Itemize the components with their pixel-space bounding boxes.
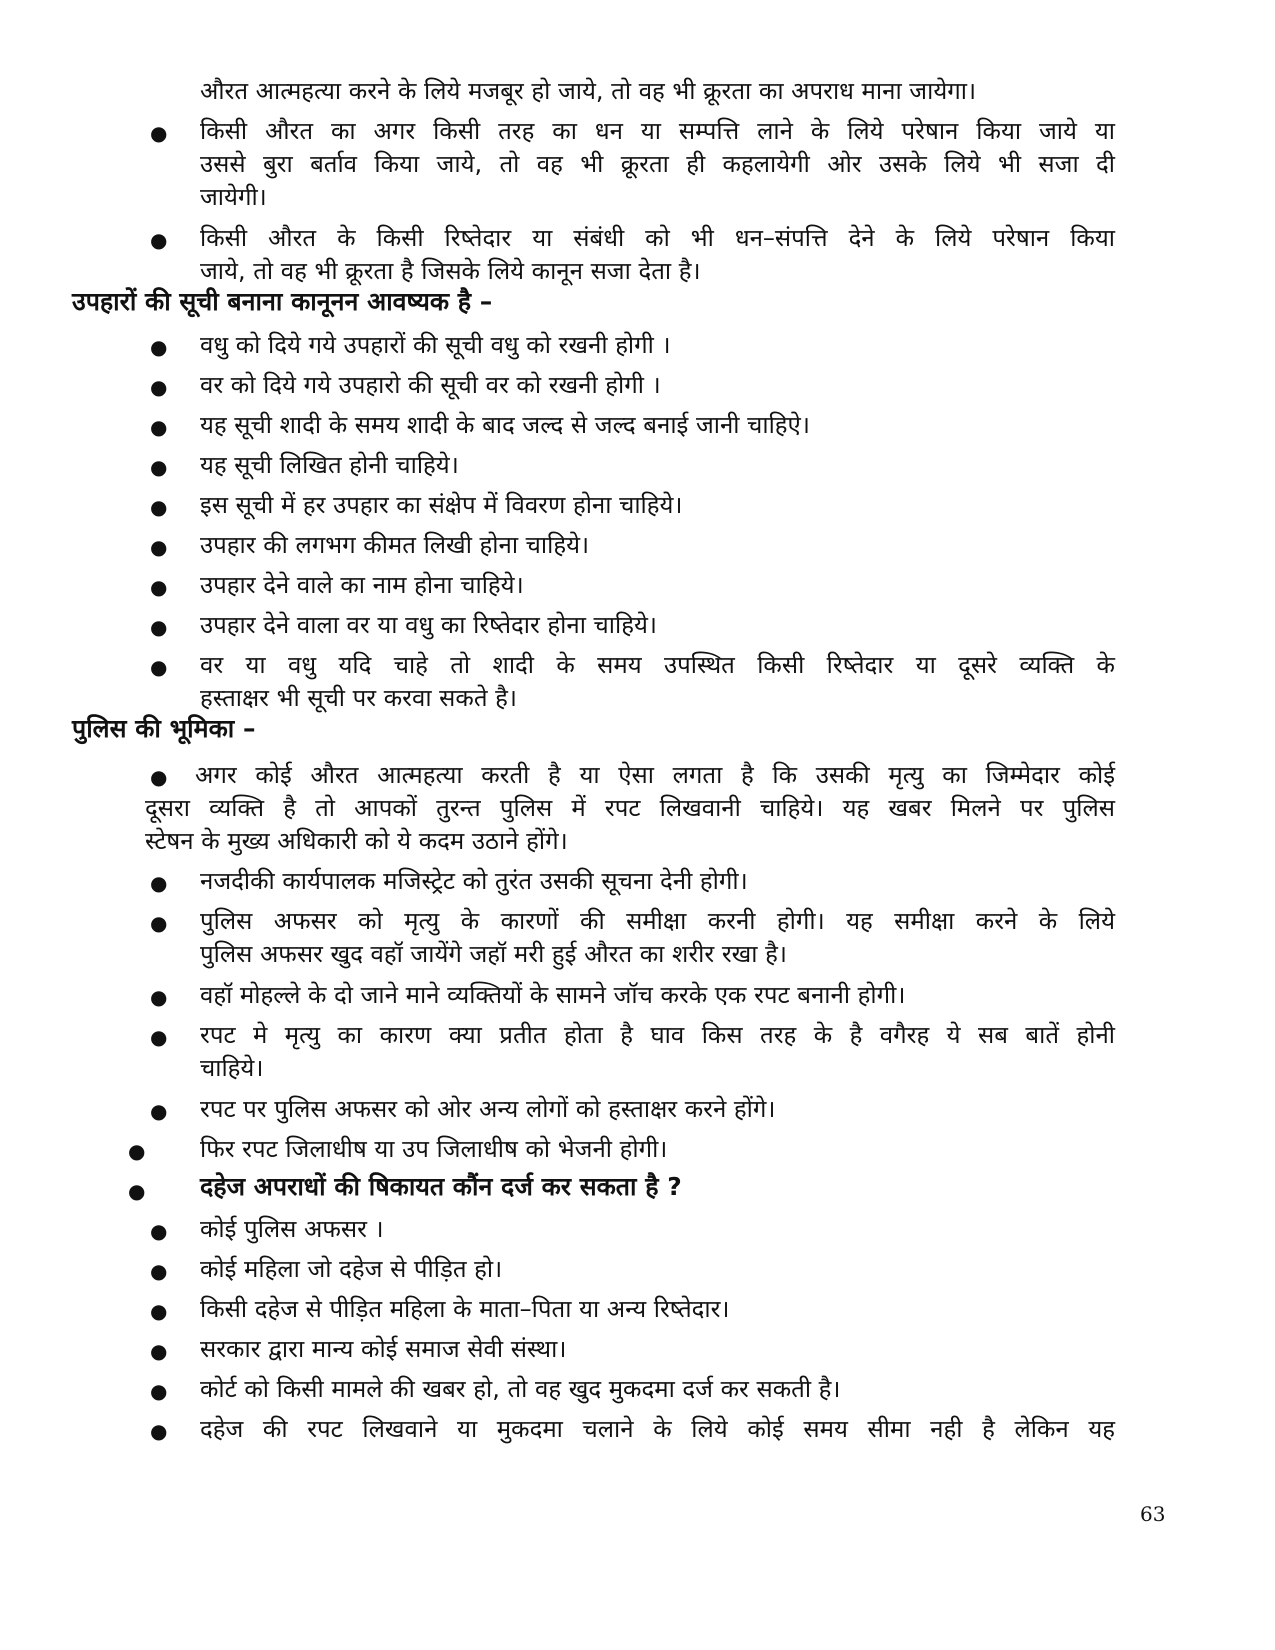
bullet: ● bbox=[150, 1299, 168, 1323]
gift-item-6: उपहार की लगभग कीमत लिखी होना चाहिये। bbox=[200, 531, 590, 559]
page-number: 63 bbox=[1140, 1502, 1166, 1526]
bullet: ● bbox=[150, 1025, 168, 1049]
complaint-item-6: दहेज की रपट लिखवाने या मुकदमा चलाने के लिये कोई समय सीमा नही है लेकिन यह bbox=[200, 1415, 1115, 1443]
police-item-2-line-1: पुलिस अफसर को मृत्यु के कारणों की समीक्षा करनी होगी। यह समीक्षा करने के लिये bbox=[200, 907, 1115, 935]
bullet: ● bbox=[150, 335, 168, 359]
police-item-5: रपट पर पुलिस अफसर को ओर अन्य लोगों को हस्ताक्षर करने होंगे। bbox=[200, 1095, 776, 1123]
police-intro-line-2: दूसरा व्यक्ति है तो आपकों तुरन्त पुलिस में रपट लिखवानी चाहिये। यह खबर मिलने पर पुलिस bbox=[145, 794, 1115, 822]
bullet: ● bbox=[150, 1379, 168, 1403]
cruelty-item-1-line-2: उससे बुरा बर्ताव किया जाये, तो वह भी क्रूरता ही कहलायेगी ओर उसके लिये भी सजा दी bbox=[200, 150, 1115, 178]
bullet: ● bbox=[150, 535, 168, 559]
cruelty-item-2-line-2: जाये, तो वह भी क्रूरता है जिसके लिये कानून सजा देता है। bbox=[200, 257, 701, 285]
gift-item-2: वर को दिये गये उपहारो की सूची वर को रखनी होगी । bbox=[200, 371, 661, 399]
cruelty-item-1-line-3: जायेगी। bbox=[200, 183, 267, 211]
police-item-4-line-1: रपट मे मृत्यु का कारण क्या प्रतीत होता है घाव किस तरह के है वगैरह ये सब बातें होनी bbox=[200, 1021, 1115, 1049]
police-intro-line-3: स्टेषन के मुख्य अधिकारी को ये कदम उठाने होंगे। bbox=[145, 827, 568, 855]
bullet: ● bbox=[150, 1099, 168, 1123]
gift-item-4: यह सूची लिखित होनी चाहिये। bbox=[200, 451, 459, 479]
bullet: ● bbox=[128, 1179, 146, 1203]
bullet: ● bbox=[150, 985, 168, 1009]
police-item-6: फिर रपट जिलाधीष या उप जिलाधीष को भेजनी होगी। bbox=[200, 1135, 668, 1163]
bullet: ● bbox=[150, 228, 168, 252]
bullet: ● bbox=[150, 455, 168, 479]
police-item-2-line-2: पुलिस अफसर खुद वहॉ जायेंगे जहॉ मरी हुई औरत का शरीर रखा है। bbox=[200, 940, 787, 968]
cruelty-item-2-line-1: किसी औरत के किसी रिष्तेदार या संबंधी को भी धन–संपत्ति देने के लिये परेषान किया bbox=[200, 224, 1115, 252]
bullet: ● bbox=[150, 765, 168, 789]
bullet: ● bbox=[150, 911, 168, 935]
bullet: ● bbox=[150, 495, 168, 519]
bullet: ● bbox=[150, 121, 168, 145]
gift-item-9-line-1: वर या वधु यदि चाहे तो शादी के समय उपस्थित किसी रिष्तेदार या दूसरे व्यक्ति के bbox=[200, 651, 1115, 679]
bullet: ● bbox=[150, 1339, 168, 1363]
bullet: ● bbox=[150, 375, 168, 399]
bullet: ● bbox=[150, 415, 168, 439]
cruelty-item-1-line-1: किसी औरत का अगर किसी तरह का धन या सम्पत्ति लाने के लिये परेषान किया जाये या bbox=[200, 117, 1115, 145]
police-role-heading: पुलिस की भूमिका – bbox=[72, 714, 256, 743]
intro-continuation: औरत आत्महत्या करने के लिये मजबूर हो जाये, तो वह भी क्रूरता का अपराध माना जायेगा। bbox=[200, 77, 977, 105]
police-item-3: वहॉ मोहल्ले के दो जाने माने व्यक्तियों के सामने जॉच करके एक रपट बनानी होगी। bbox=[200, 981, 906, 1009]
bullet: ● bbox=[150, 575, 168, 599]
bullet: ● bbox=[150, 1419, 168, 1443]
gift-item-1: वधु को दिये गये उपहारों की सूची वधु को रखनी होगी । bbox=[200, 331, 671, 359]
bullet: ● bbox=[128, 1139, 146, 1163]
bullet: ● bbox=[150, 1259, 168, 1283]
bullet: ● bbox=[150, 871, 168, 895]
police-intro-line-1: अगर कोई औरत आत्महत्या करती है या ऐसा लगता है कि उसकी मृत्यु का जिम्मेदार कोई bbox=[195, 761, 1115, 789]
police-item-4-line-2: चाहिये। bbox=[200, 1054, 264, 1082]
complaint-item-3: किसी दहेज से पीड़ित महिला के माता–पिता या अन्य रिष्तेदार। bbox=[200, 1295, 730, 1323]
complaint-heading: दहेज अपराधों की षिकायत कौंन दर्ज कर सकता है ? bbox=[200, 1172, 682, 1201]
police-item-1: नजदीकी कार्यपालक मजिस्ट्रेट को तुरंत उसकी सूचना देनी होगी। bbox=[200, 867, 748, 895]
complaint-item-2: कोई महिला जो दहेज से पीड़ित हो। bbox=[200, 1255, 503, 1283]
bullet: ● bbox=[150, 1219, 168, 1243]
bullet: ● bbox=[150, 655, 168, 679]
gift-list-heading: उपहारों की सूची बनाना कानूनन आवष्यक है – bbox=[72, 287, 493, 316]
gift-item-9-line-2: हस्ताक्षर भी सूची पर करवा सकते है। bbox=[200, 684, 517, 712]
gift-item-7: उपहार देने वाले का नाम होना चाहिये। bbox=[200, 571, 524, 599]
bullet: ● bbox=[150, 615, 168, 639]
complaint-item-5: कोर्ट को किसी मामले की खबर हो, तो वह खुद मुकदमा दर्ज कर सकती है। bbox=[200, 1375, 841, 1403]
complaint-item-4: सरकार द्वारा मान्य कोई समाज सेवी संस्था। bbox=[200, 1335, 567, 1363]
gift-item-5: इस सूची में हर उपहार का संक्षेप में विवरण होना चाहिये। bbox=[200, 491, 683, 519]
gift-item-8: उपहार देने वाला वर या वधु का रिष्तेदार होना चाहिये। bbox=[200, 611, 657, 639]
gift-item-3: यह सूची शादी के समय शादी के बाद जल्द से जल्द बनाई जानी चाहिऐ। bbox=[200, 411, 810, 439]
complaint-item-1: कोई पुलिस अफसर । bbox=[200, 1215, 384, 1243]
